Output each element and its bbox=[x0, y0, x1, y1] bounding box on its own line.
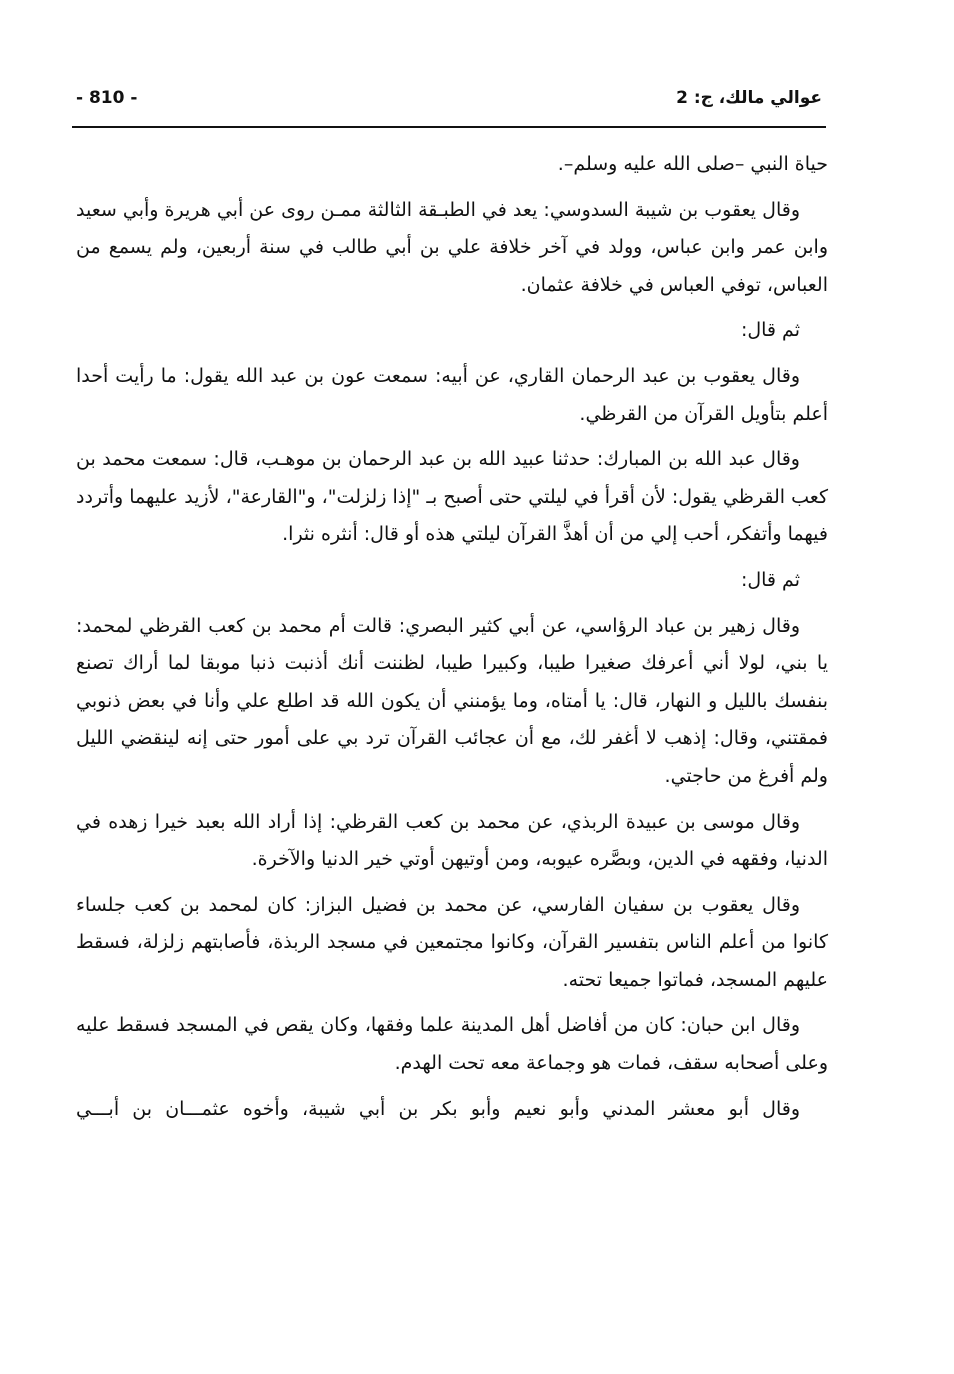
paragraph: حياة النبي –صلى الله عليه وسلم–. bbox=[557, 153, 828, 175]
body-text bbox=[76, 146, 828, 1136]
paragraph: وقال ابن حبان: كان من أفاضل أهل المدينة علما وفقها، وكان يقص في المسجد فسقط عليه وعلى أصحابه سقف، فمات هو وجماعة معه تحت الهدم. bbox=[76, 1014, 828, 1075]
header-rule bbox=[72, 126, 826, 128]
page-number: - 810 - bbox=[76, 88, 138, 108]
header-title: عوالي مالك، ج: 2 bbox=[676, 88, 822, 108]
paragraph: وقال يعقوب بن شيبة السدوسي: يعد في الطبـقة الثالثة ممـن روى عن أبي هريرة وأبي سعيد وابن عمر وابن عباس، وولد في آخر خلافة علي بن أبي طالب في سنة أربعين، ولم يسمع من العباس، توفي العباس في خلافة عثمان. bbox=[76, 198, 828, 296]
paragraph: وقال يعقوب بن سفيان الفارسي، عن محمد بن فضيل البزاز: كان لمحمد بن كعب جلساء كانوا من أعلم الناس بتفسير القرآن، وكانوا مجتمعين في مسجد الربذة، فأصابتهم زلزلة، فسقط عليهم المسجد، فماتوا جميعا تحته. bbox=[76, 893, 828, 991]
paragraph: وقال موسى بن عبيدة الربذي، عن محمد بن كعب القرظي: إذا أراد الله بعبد خيرا زهده في الدنيا، وفقهه في الدين، وبصَّره عيوبه، ومن أوتيهن أوتي خير الدنيا والآخرة. bbox=[76, 810, 828, 871]
paragraph: ثم قال: bbox=[740, 319, 800, 342]
paragraph: ثم قال: bbox=[740, 568, 800, 591]
paragraph: وقال أبو معشر المدني وأبو نعيم وأبو بكر بن أبي شيبة، وأخوه عثمـــان بن أبـــي bbox=[76, 1097, 800, 1120]
running-header bbox=[76, 82, 822, 118]
paragraph: وقال عبد الله بن المبارك: حدثنا عبيد الله بن عبد الرحمان بن موهـب، قال: سمعت محمد بن كعب القرظي يقول: لأن أقرأ في ليلتي حتى أصبح بـ "إذا زلزلت"، و"القارعة"، لأزيد عليهما وأتردد فيهما وأتفكر، أحب إلي من أن أهذَّ القرآن ليلتي هذه أو قال: أنثره نثرا. bbox=[76, 448, 828, 546]
paragraph: وقال يعقوب بن عبد الرحمان القاري، عن أبيه: سمعت عون بن عبد الله يقول: ما رأيت أحدا أعلم بتأويل القرآن من القرظي. bbox=[76, 364, 828, 425]
paragraph: وقال زهير بن عباد الرؤاسي، عن أبي كثير البصري: قالت أم محمد بن كعب القرظي لمحمد: يا بني، لولا أني أعرفك صغيرا طيبا، وكبيرا طيبا، لظننت أنك أذنبت ذنبا موبقا لما أراك تصنع بنفسك بالليل و النهار، قال: يا أمتاه، وما يؤمنني أن يكون الله قد اطلع علي وأنا في بعض ذنوبي فمقتني، وقال: إذهب لا أغفر لك، مع أن عجائب القرآن ترد بي على أمور حتى إنه لينقضي الليل ولم أفرغ من حاجتي. bbox=[76, 614, 828, 787]
